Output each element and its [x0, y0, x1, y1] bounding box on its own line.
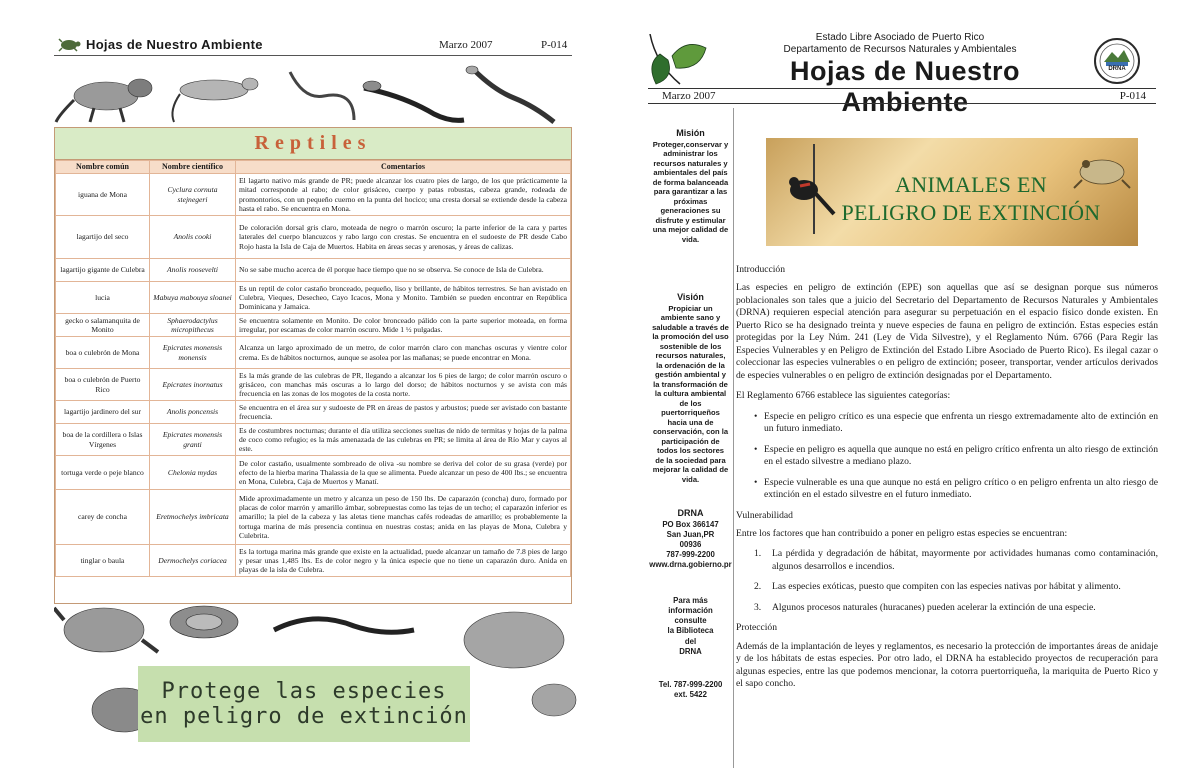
- consult-line: DRNA: [679, 646, 702, 656]
- mision-text: Proteger,conservar y administrar los recursos naturales y ambientales del país de forma balanceada para garantizar a las próximas generaciones su disfrute y estimular una mejor calidad de vida.: [652, 140, 729, 244]
- cell-scientific-name: Cyclura cornuta stejnegeri: [150, 174, 236, 216]
- reglamento-paragraph: El Reglamento 6766 establece las siguientes categorías:: [736, 390, 951, 402]
- factor-item: [736, 602, 1158, 614]
- bullet-dot-icon: •: [754, 443, 758, 455]
- leaf-logo-icon: [646, 34, 710, 90]
- cell-comments: Es un reptil de color castaño bronceado, pequeño, liso y brillante, de hábitos terrestres. Se han avistado en Culebra, Vieques, Desecheo, Cayo Icacos, Mona y Monito. También se pueden encontrar en República Dominicana y Jamaica.: [236, 282, 571, 314]
- snake-illustration: [290, 72, 354, 120]
- factor-item: [736, 581, 1158, 593]
- lizard-illustration-bottom: [274, 619, 414, 632]
- cell-common-name: lagartijo del seco: [56, 216, 150, 259]
- table-row: [56, 216, 571, 259]
- cell-common-name: carey de concha: [56, 490, 150, 545]
- cell-scientific-name: Epicrates monensis monensis: [150, 337, 236, 369]
- article-body: [736, 264, 1158, 699]
- protege-line-1: Protege las especies: [161, 678, 447, 704]
- consult-line: información: [668, 606, 713, 616]
- header-comments: Comentarios: [236, 161, 571, 174]
- reptiles-table-title: Reptiles: [55, 128, 571, 160]
- table-header-row: [56, 161, 571, 174]
- factor-number: 2.: [754, 581, 762, 593]
- cell-common-name: gecko o salamanquita de Monito: [56, 314, 150, 337]
- proteccion-heading: Protección: [736, 622, 778, 634]
- factor-text: Algunos procesos naturales (huracanes) pueden acelerar la extinción de una especie.: [772, 601, 1096, 613]
- factor-text: La pérdida y degradación de hábitat, mayormente por actividades humanas como contaminación, algunos desarrollos e incendios.: [772, 548, 1158, 572]
- drna-contact-line: PO Box 366147: [662, 519, 719, 529]
- banner-title-line-1: ANIMALES EN: [895, 172, 1047, 197]
- cell-scientific-name: Anolis roosevelti: [150, 259, 236, 282]
- drna-contact-line: San Juan,PR: [666, 529, 715, 539]
- cell-common-name: tinglar o baula: [56, 545, 150, 577]
- cell-common-name: iguana de Mona: [56, 174, 150, 216]
- vulnerabilidad-heading: Vulnerabilidad: [736, 509, 793, 521]
- mission-sidebar: [648, 108, 734, 768]
- cell-comments: Mide aproximadamente un metro y alcanza un peso de 150 lbs. De caparazón (concha) duro, formado por placas de color marrón y amarillo ámbar, sobrepuestas como las tejas de un techo; el caparazón inferior es amarillo; la piel de la cabeza y las aletas tiene manchas cafés rodeadas de amarillo; es probablemente la tortuga marina de más presencia continua en nuestras costas; anida en las playas de Mona, Culebra y Culebrita.: [236, 490, 571, 545]
- consult-block: [648, 596, 733, 657]
- drna-logo: [1094, 38, 1140, 84]
- left-header-code: P-014: [541, 39, 568, 51]
- header-scientific-name: Nombre científico: [150, 161, 236, 174]
- table-row: [56, 424, 571, 456]
- cell-common-name: lucia: [56, 282, 150, 314]
- table-row: [56, 259, 571, 282]
- telephone-line: Tel. 787-999-2200: [658, 680, 723, 689]
- left-header-title: Hojas de Nuestro Ambiente: [86, 37, 263, 52]
- factor-number: 1.: [754, 548, 762, 560]
- right-date-bar: [648, 88, 1156, 104]
- lizard-illustration-1: [172, 78, 258, 122]
- factor-item: [736, 548, 1158, 573]
- vision-block: [648, 272, 733, 484]
- header-common-name: Nombre común: [56, 161, 150, 174]
- cell-comments: Se encuentra en el área sur y sudoeste de PR en áreas de pastos y arbustos; puede ser avistado con bastante frecuencia.: [236, 401, 571, 424]
- table-row: [56, 490, 571, 545]
- vision-heading: Visión: [677, 292, 704, 302]
- reptile-illustrations: [54, 60, 572, 126]
- gov-line-2: Departamento de Recursos Naturales y Ambientales: [783, 44, 1017, 55]
- cell-common-name: tortuga verde o peje blanco: [56, 456, 150, 490]
- table-row: [56, 174, 571, 216]
- sea-turtle-illustration-left: [54, 608, 158, 652]
- table-row: [56, 314, 571, 337]
- drna-seal-icon: [1096, 40, 1138, 82]
- cell-comments: De coloración dorsal gris claro, moteada de negro o marrón oscuro; la parte inferior de la cara y partes laterales del cuerpo blancuzcos y rabo largo con crestas. Se encuentra en el sudoeste de PR desde Cabo Rojo hasta la Isla de Caja de Muertos. Habita en áreas secas y arenosas, y áreas de calizas.: [236, 216, 571, 259]
- mision-heading: Misión: [676, 128, 705, 138]
- banner-title-line-2: PELIGRO DE EXTINCIÓN: [841, 200, 1101, 225]
- drna-website-link[interactable]: www.drna.gobierno.pr: [649, 560, 732, 570]
- category-bullet: [736, 411, 1158, 436]
- reptiles-table-box: [54, 127, 572, 604]
- left-header: [54, 34, 572, 56]
- right-header-title: Hojas de Nuestro Ambiente: [789, 56, 1021, 117]
- cell-comments: Se encuentra solamente en Monito. De color bronceado pálido con la parte superior moteada, en forma irregular, por escamas de color marrón oscuro. Mide 1 ½ pulgadas.: [236, 314, 571, 337]
- cell-scientific-name: Anolis cooki: [150, 216, 236, 259]
- cell-comments: Es de costumbres nocturnas; durante el día utiliza secciones sueltas de nido de termitas y hojas de la palma de coco como refugio; es la más amenazada de las culebras en PR; se limita al área de Río Mar y cayos al este.: [236, 424, 571, 456]
- left-header-date: Marzo 2007: [439, 39, 493, 51]
- drna-contact-line: DRNA: [677, 508, 704, 518]
- lizard-illustration-2: [363, 81, 464, 120]
- category-bullet: [736, 444, 1158, 469]
- vulnerabilidad-paragraph: Entre los factores que han contribuido a poner en peligro estas especies se encuentran:: [736, 527, 1068, 539]
- right-header-date: Marzo 2007: [662, 90, 716, 102]
- cell-scientific-name: Eretmochelys imbricata: [150, 490, 236, 545]
- snake-coil-illustration: [170, 606, 238, 638]
- right-page: [600, 0, 1200, 776]
- consult-line: consulte: [674, 616, 707, 626]
- cell-scientific-name: Chelonia mydas: [150, 456, 236, 490]
- iguana-illustration: [56, 79, 152, 122]
- table-row: [56, 282, 571, 314]
- category-text: Especie en peligro es aquella que aunque no está en peligro crítico enfrenta un alto riesgo de extinción en el estado silvestre a mediano plazo.: [764, 443, 1158, 468]
- table-row: [56, 337, 571, 369]
- table-row: [56, 456, 571, 490]
- factor-number: 3.: [754, 601, 762, 613]
- turtle-logo-icon: [58, 36, 82, 52]
- cell-scientific-name: Epicrates monensis granti: [150, 424, 236, 456]
- gecko-illustration: [466, 66, 554, 122]
- right-header-code: P-014: [1119, 90, 1146, 102]
- category-text: Especie en peligro crítico es una especie que enfrenta un riesgo extremadamente alto de extinción en un futuro inmediato.: [764, 410, 1158, 435]
- cell-comments: No se sabe mucho acerca de él porque hace tiempo que no se observa. Se conoce de Isla de Culebra.: [236, 259, 571, 282]
- category-bullet: [736, 477, 1158, 502]
- table-row: [56, 369, 571, 401]
- bullet-dot-icon: •: [754, 476, 758, 488]
- cell-scientific-name: Anolis poncensis: [150, 401, 236, 424]
- cell-common-name: boa o culebrón de Mona: [56, 337, 150, 369]
- table-row: [56, 545, 571, 577]
- cell-common-name: boa o culebrón de Puerto Rico: [56, 369, 150, 401]
- consult-line: Para más: [673, 596, 708, 605]
- cell-common-name: boa de la cordillera o Islas Vírgenes: [56, 424, 150, 456]
- cell-comments: De color castaño, usualmente sombreado de oliva -su nombre se deriva del color de su grasa (verde) por efecto de la hierba marina Thalassia de la que se alimenta. Puede alcanzar un peso de 400 lbs.; se encuentra en Mona, Culebra, Caja de Muertos y Manatí.: [236, 456, 571, 490]
- category-text: Especie vulnerable es una que aunque no está en peligro crítico o en peligro enfrenta un alto riesgo de extinción en el estado silvestre en el futuro inmediato.: [764, 476, 1158, 501]
- cell-common-name: lagartijo jardinero del sur: [56, 401, 150, 424]
- cell-common-name: lagartijo gigante de Culebra: [56, 259, 150, 282]
- cell-comments: Alcanza un largo aproximado de un metro, de color marrón claro con manchas oscuras y vientre color crema. Es de hábitos nocturnos, aunque se asolea por las mañanas; se puede encontrar en Mona.: [236, 337, 571, 369]
- intro-paragraph: Las especies en peligro de extinción (EPE) son aquellas que así se designan porque sus números poblacionales son tales que a juicio del Secretario del Departamento de Recursos Naturales y Ambientales (DRNA) requieren especial atención para asegurar su perpetuación en el espacio físico donde existen. En Puerto Rico se ha designado treinta y nueve especies de fauna en peligro de extinción. Estas especies están protegidas por la Ley Núm. 241 (Ley de Vida Silvestre), y el Reglamento Núm. 6766 (Para Regir las Especies Vulnerables y en Peligro de Extinción del Estado Libre Asociado de Puerto Rico). Es ilegal cazar o coleccionar las especies vulnerables o en peligro de extinción; poseer, transportar, vender artículos derivados de especies vulnerables o en peligro de extinción designadas por el Departamento.: [736, 282, 1158, 381]
- consult-line: la Biblioteca: [667, 626, 714, 636]
- cell-comments: Es la más grande de las culebras de PR, llegando a alcanzar los 6 pies de largo; de color marrón oscuro o grisáceo, con manchas más oscuras a lo largo del dorso; de hábitos nocturnos y se avista con más frecuencia en las zonas de los mogotes de la costa norte.: [236, 369, 571, 401]
- reptiles-table: [55, 160, 571, 577]
- table-row: [56, 401, 571, 424]
- protege-line-2: en peligro de extinción: [140, 704, 468, 729]
- cell-scientific-name: Dermochelys coriacea: [150, 545, 236, 577]
- gov-line-1: Estado Libre Asociado de Puerto Rico: [815, 32, 985, 43]
- animales-banner: [766, 138, 1138, 246]
- consult-line: del: [684, 636, 697, 646]
- drna-logo-text: DRNA: [1108, 66, 1126, 72]
- mision-block: [648, 108, 733, 244]
- cell-scientific-name: Epicrates inornatus: [150, 369, 236, 401]
- cell-comments: Es la tortuga marina más grande que existe en la actualidad, puede alcanzar un tamaño de 7.8 pies de largo y pesar unas 1,485 lbs. Es de color negro y la única especie que no tiene un caparazón duro. Anida en playas de la isla de Culebra.: [236, 545, 571, 577]
- telephone-extension: ext. 5422: [674, 690, 707, 700]
- drna-contact-line: 00936: [679, 539, 702, 549]
- cell-scientific-name: Sphaerodactylus micropithecus: [150, 314, 236, 337]
- proteccion-paragraph: Además de la implantación de leyes y reglamentos, es necesario la protección de importantes áreas de anidaje y de los hábitats de estas especies. Por otro lado, el DRNA ha establecido proyectos de recuperación para algunas especies, entre las que podemos mencionar, la cotorra puertorriqueña, la mariquita de Puerto Rico y el sapo concho.: [736, 640, 1158, 690]
- sea-turtle-illustration-right: [464, 612, 576, 716]
- intro-heading: Introducción: [736, 264, 786, 275]
- telephone-block: [648, 680, 733, 700]
- factor-text: Las especies exóticas, puesto que compiten con las especies nativas por hábitat y alimento.: [772, 581, 1121, 593]
- cell-comments: El lagarto nativo más grande de PR; puede alcanzar los cuatro pies de largo, de los que prácticamente la mitad corresponde al rabo; de color grisáceo, cuerpo y patas robustas, cabeza grande, rodeada de promontorios, con un pequeño cuerno en la punta del hocico; una cresta dorsal se extiende desde la cabeza hasta el rabo. Se encuentra en Mona.: [236, 174, 571, 216]
- cell-scientific-name: Mabuya mabouya sloanei: [150, 282, 236, 314]
- bullet-dot-icon: •: [754, 410, 758, 422]
- drna-contact-line: 787-999-2200: [666, 550, 715, 560]
- drna-contact: [648, 508, 733, 570]
- vision-text: Propiciar un ambiente sano y saludable a través de la promoción del uso sostenible de los recursos naturales, la ordenación de la gestión ambiental y la transformación de la cultura ambiental de los puertorriqueños hacia una de conservación, con la participación de todos los sectores de la sociedad para mejorar la calidad de vida.: [652, 304, 729, 484]
- protege-banner: [138, 666, 470, 742]
